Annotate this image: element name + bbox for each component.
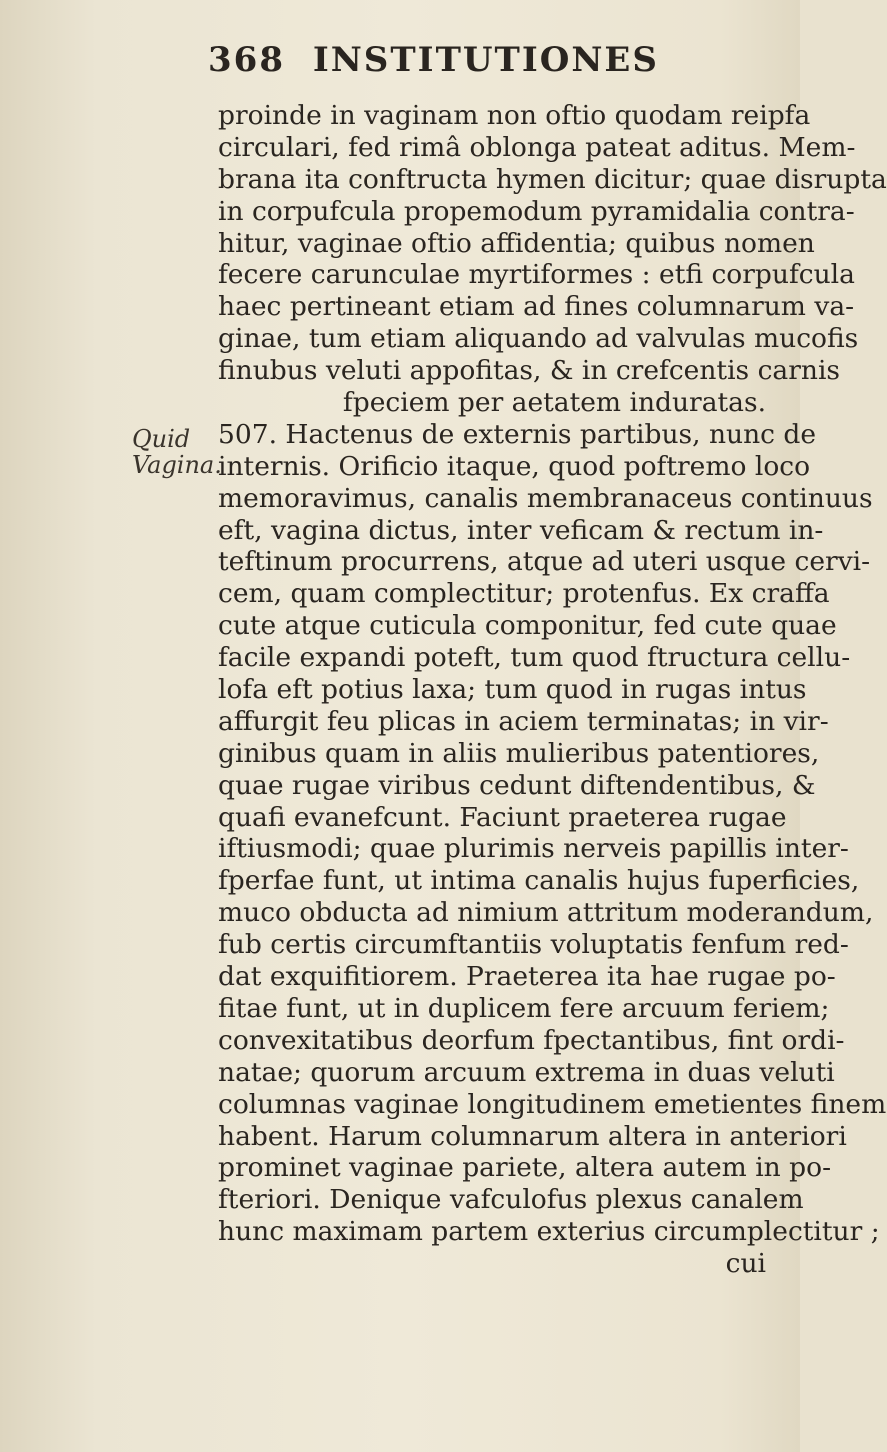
text-line: internis. Orificio itaque, quod poftremo loco bbox=[218, 450, 811, 482]
text-line: eft, vagina dictus, inter veficam & rectum in- bbox=[218, 514, 824, 546]
text-line: haec pertineant etiam ad fines columnarum va- bbox=[218, 291, 855, 323]
text-line: proinde in vaginam non oftio quodam reipfa bbox=[218, 100, 811, 131]
text-line: columnas vaginae longitudinem emetientes finem bbox=[218, 1088, 887, 1120]
text-line: cem, quam complectitur; protenfus. Ex craffa bbox=[218, 578, 830, 610]
text-line: lofa eft potius laxa; tum quod in rugas intus bbox=[218, 674, 807, 706]
text-line: fub certis circumftantiis voluptatis fenfum red- bbox=[218, 929, 849, 961]
body-text bbox=[218, 100, 887, 1280]
text-line: fitae funt, ut in duplicem fere arcuum feriem; bbox=[218, 992, 830, 1024]
text-line: brana ita conftructa hymen dicitur; quae disrupta bbox=[218, 163, 887, 195]
text-line: memoravimus, canalis membranaceus continuus bbox=[218, 482, 873, 514]
text-line: ginae, tum etiam aliquando ad valvulas mucofis bbox=[218, 323, 859, 355]
page-number: 368 bbox=[208, 40, 285, 80]
text-line: hunc maximam partem exterius circumplectitur ; bbox=[218, 1216, 880, 1248]
text-line: in corpufcula propemodum pyramidalia contra- bbox=[218, 195, 855, 227]
text-line: natae; quorum arcuum extrema in duas veluti bbox=[218, 1056, 835, 1088]
text-line: fperfae funt, ut intima canalis hujus fuperficies, bbox=[218, 865, 860, 897]
text-line: dat exquifitiorem. Praeterea ita hae rugae po- bbox=[218, 961, 836, 993]
text-line: finubus veluti appofitas, & in crefcentis carnis bbox=[218, 355, 841, 387]
text-line: affurgit feu plicas in aciem terminatas; in vir- bbox=[218, 705, 829, 737]
text-line: prominet vaginae pariete, altera autem in po- bbox=[218, 1152, 832, 1184]
text-line: convexitatibus deorfum fpectantibus, fint ordi- bbox=[218, 1024, 845, 1056]
margin-note bbox=[132, 426, 222, 478]
text-line: facile expandi poteft, tum quod ftructura cellu- bbox=[218, 642, 851, 674]
running-title: INSTITUTIONES bbox=[312, 40, 659, 80]
text-line: fecere carunculae myrtiformes : etfi corpufcula bbox=[218, 259, 855, 291]
page-header bbox=[208, 40, 659, 80]
text-line: fpeciem per aetatem induratas. bbox=[342, 387, 766, 419]
text-line: habent. Harum columnarum altera in anteriori bbox=[218, 1120, 847, 1152]
text-line: muco obducta ad nimium attritum moderandum, bbox=[218, 897, 874, 929]
text-line: hitur, vaginae oftio affidentia; quibus nomen bbox=[218, 227, 815, 259]
text-line: 507. Hactenus de externis partibus, nunc de bbox=[218, 418, 817, 450]
text-line: fteriori. Denique vafculofus plexus canalem bbox=[218, 1184, 804, 1216]
text-line: circulari, fed rimâ oblonga pateat aditus. Mem- bbox=[218, 131, 856, 163]
text-line: quafi evanefcunt. Faciunt praeterea rugae bbox=[218, 801, 787, 833]
text-line: quae rugae viribus cedunt diftendentibus, & bbox=[218, 769, 816, 801]
text-line: cute atque cuticula componitur, fed cute quae bbox=[218, 610, 837, 642]
margin-note-line: Vagina. bbox=[132, 451, 222, 479]
text-line: ginibus quam in aliis mulieribus patentiores, bbox=[218, 737, 820, 769]
text-line: iftiusmodi; quae plurimis nerveis papillis inter- bbox=[218, 833, 849, 865]
text-line: teftinum procurrens, atque ad uteri usque cervi- bbox=[218, 546, 871, 578]
text-line: cui bbox=[725, 1248, 766, 1280]
margin-note-line: Quid bbox=[132, 425, 191, 453]
